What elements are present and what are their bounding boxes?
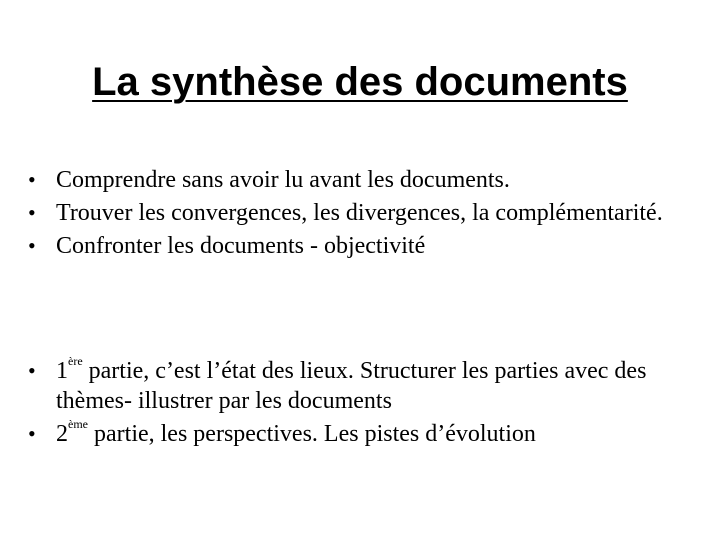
part-number: 1: [56, 358, 68, 384]
bullet-dot-icon: •: [28, 167, 36, 192]
bullet-text: partie, les perspectives. Les pistes d’évolution: [88, 421, 536, 447]
part-ordinal: ère: [68, 354, 83, 368]
bullet-dot-icon: •: [28, 358, 36, 383]
bullet-item: [0, 231, 720, 261]
bullet-item: [0, 165, 720, 195]
bullet-dot-icon: •: [28, 421, 36, 446]
bullet-list-parts: [0, 356, 720, 452]
slide-title-text: La synthèse des documents: [92, 60, 628, 104]
bullet-item: [0, 356, 720, 416]
bullet-text: Confronter les documents - objectivité: [56, 233, 426, 259]
bullet-dot-icon: •: [28, 200, 36, 225]
part-ordinal: ème: [68, 417, 88, 431]
bullet-text: Trouver les convergences, les divergences, la complémentarité.: [56, 200, 663, 226]
bullet-item: [0, 198, 720, 228]
bullet-dot-icon: •: [28, 233, 36, 258]
bullet-item: [0, 419, 720, 449]
bullet-list-main: [0, 165, 720, 264]
slide-title: [0, 58, 720, 106]
part-number: 2: [56, 421, 68, 447]
bullet-text: partie, c’est l’état des lieux. Structurer les parties avec des thèmes- illustrer par les documents: [56, 358, 647, 414]
bullet-text: Comprendre sans avoir lu avant les documents.: [56, 167, 510, 193]
